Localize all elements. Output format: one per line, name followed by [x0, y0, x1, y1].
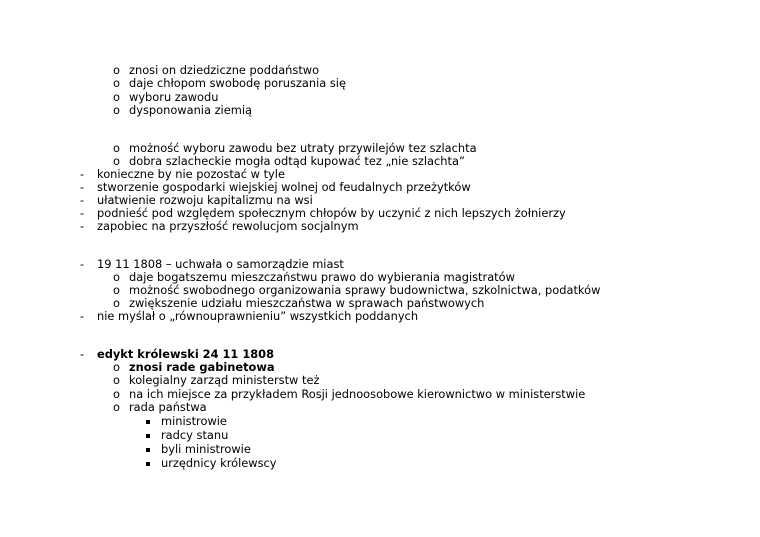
circle-bullet-icon: o — [113, 76, 120, 90]
circle-bullet-icon: o — [113, 270, 120, 284]
list-item: rada państwa — [129, 400, 207, 414]
list-item: kolegialny zarząd ministerstw też — [129, 373, 320, 387]
dash-bullet-icon: - — [80, 206, 85, 220]
list-item: konieczne by nie pozostać w tyle — [97, 167, 285, 181]
dash-bullet-icon: - — [80, 257, 85, 271]
square-bullet-icon — [146, 448, 150, 452]
list-item: byli ministrowie — [161, 442, 251, 456]
list-item: dysponowania ziemią — [129, 103, 252, 117]
list-item: ułatwienie rozwoju kapitalizmu na wsi — [97, 193, 313, 207]
dash-bullet-icon: - — [80, 219, 85, 233]
list-item: podnieść pod względem społecznym chłopów by uczynić z nich lepszych żołnierzy — [97, 206, 566, 220]
circle-bullet-icon: o — [113, 63, 120, 77]
circle-bullet-icon: o — [113, 141, 120, 155]
list-item: wyboru zawodu — [129, 90, 219, 104]
list-item: zwiększenie udziału mieszczaństwa w sprawach państwowych — [129, 296, 485, 310]
circle-bullet-icon: o — [113, 296, 120, 310]
list-item: znosi rade gabinetowa — [129, 360, 275, 374]
section-heading: edykt królewski 24 11 1808 — [97, 347, 275, 361]
list-item: ministrowie — [161, 414, 227, 428]
dash-bullet-icon: - — [80, 193, 85, 207]
dash-bullet-icon: - — [80, 180, 85, 194]
dash-bullet-icon: - — [80, 309, 85, 323]
circle-bullet-icon: o — [113, 373, 120, 387]
circle-bullet-icon: o — [113, 154, 120, 168]
square-bullet-icon — [146, 462, 150, 466]
dash-bullet-icon: - — [80, 167, 85, 181]
list-item: możność swobodnego organizowania sprawy budownictwa, szkolnictwa, podatków — [129, 283, 601, 297]
circle-bullet-icon: o — [113, 387, 120, 401]
list-item: nie myślał o „równouprawnieniu” wszystkich poddanych — [97, 309, 419, 323]
section-heading: 19 11 1808 – uchwała o samorządzie miast — [97, 257, 344, 271]
list-item: stworzenie gospodarki wiejskiej wolnej od feudalnych przeżytków — [97, 180, 471, 194]
list-item: urzędnicy królewscy — [161, 456, 277, 470]
circle-bullet-icon: o — [113, 400, 120, 414]
list-item: zapobiec na przyszłość rewolucjom socjalnym — [97, 219, 359, 233]
square-bullet-icon — [146, 434, 150, 438]
circle-bullet-icon: o — [113, 90, 120, 104]
list-item: daje bogatszemu mieszczaństwu prawo do wybierania magistratów — [129, 270, 515, 284]
square-bullet-icon — [146, 420, 150, 424]
list-item: radcy stanu — [161, 428, 229, 442]
circle-bullet-icon: o — [113, 103, 120, 117]
circle-bullet-icon: o — [113, 283, 120, 297]
list-item: dobra szlacheckie mogła odtąd kupować tez „nie szlachta” — [129, 154, 465, 168]
list-item: możność wyboru zawodu bez utraty przywilejów tez szlachta — [129, 141, 477, 155]
dash-bullet-icon: - — [80, 347, 85, 361]
list-item: na ich miejsce za przykładem Rosji jednoosobowe kierownictwo w ministerstwie — [129, 387, 586, 401]
circle-bullet-icon: o — [113, 360, 120, 374]
list-item: daje chłopom swobodę poruszania się — [129, 76, 346, 90]
list-item: znosi on dziedziczne poddaństwo — [129, 63, 320, 77]
